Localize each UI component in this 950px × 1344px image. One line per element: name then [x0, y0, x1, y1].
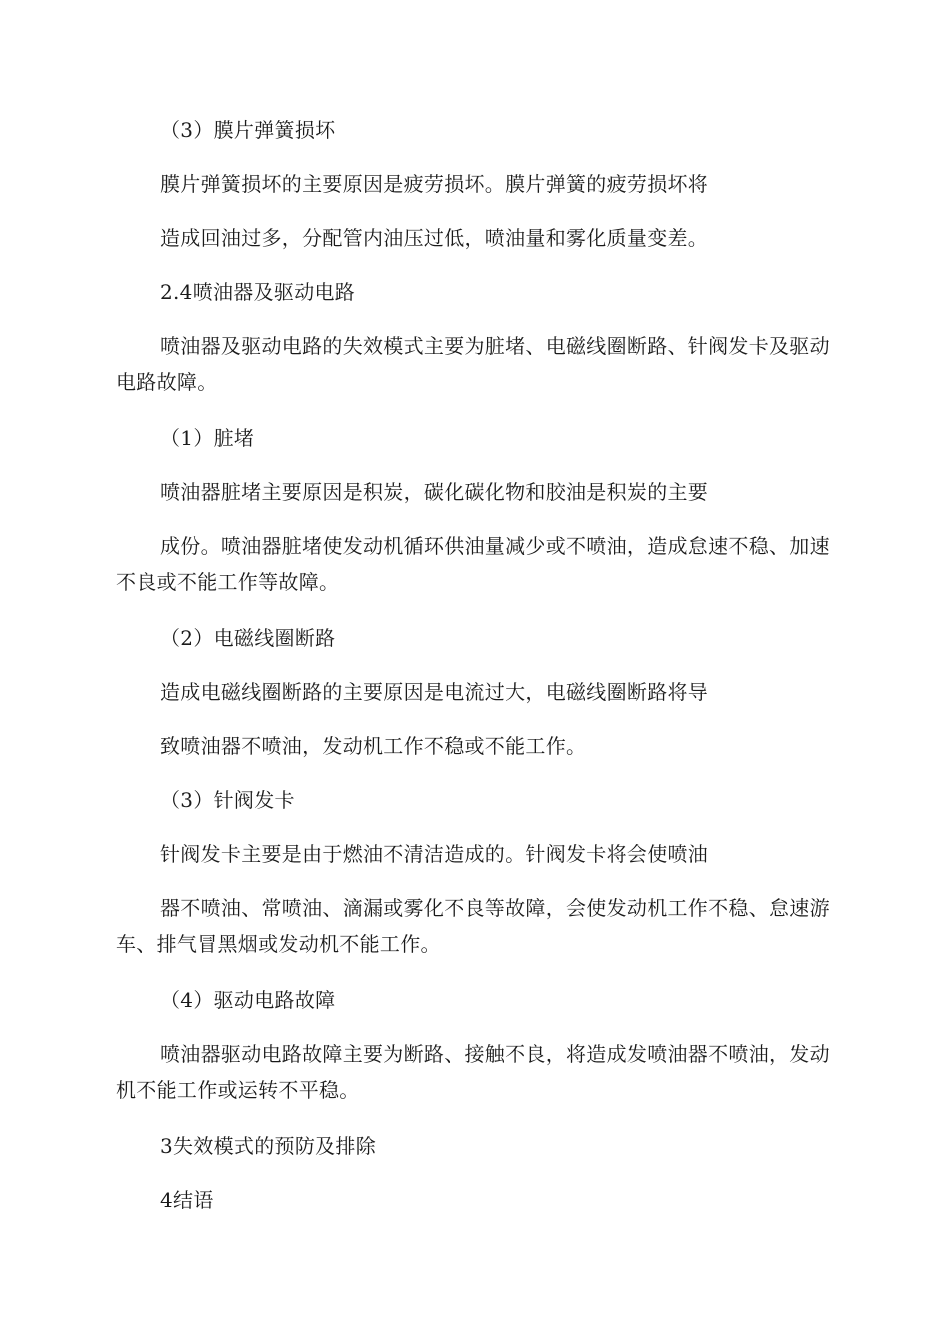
paragraph-clog-line-2: 成份。喷油器脏堵使发动机循环供油量减少或不喷油，造成怠速不稳、加速不良或不能工作等故障。: [116, 534, 830, 594]
paragraph-diaphragm-line-1: 膜片弹簧损坏的主要原因是疲劳损坏。膜片弹簧的疲劳损坏将: [160, 172, 709, 196]
paragraph-drive-circuit: 喷油器驱动电路故障主要为断路、接触不良，将造成发喷油器不喷油，发动机不能工作或运转不平稳。: [116, 1042, 830, 1102]
paragraph-diaphragm-line-2: 造成回油过多，分配管内油压过低，喷油量和雾化质量变差。: [160, 226, 709, 250]
subheading-diaphragm-spring: （3）膜片弹簧损坏: [160, 118, 336, 142]
section-heading-3: 3失效模式的预防及排除: [160, 1134, 377, 1158]
subheading-drive-circuit: （4）驱动电路故障: [160, 988, 336, 1012]
section-heading-4: 4结语: [160, 1188, 214, 1212]
subheading-clog: （1）脏堵: [160, 426, 255, 450]
subheading-coil: （2）电磁线圈断路: [160, 626, 336, 650]
section-heading-2-4: 2.4喷油器及驱动电路: [160, 280, 356, 304]
subheading-needle-valve: （3）针阀发卡: [160, 788, 295, 812]
paragraph-coil-line-1: 造成电磁线圈断路的主要原因是电流过大，电磁线圈断路将导: [160, 680, 709, 704]
paragraph-needle-line-1: 针阀发卡主要是由于燃油不清洁造成的。针阀发卡将会使喷油: [160, 842, 709, 866]
paragraph-section-2-4: 喷油器及驱动电路的失效模式主要为脏堵、电磁线圈断路、针阀发卡及驱动电路故障。: [116, 334, 830, 394]
paragraph-clog-line-1: 喷油器脏堵主要原因是积炭，碳化碳化物和胶油是积炭的主要: [160, 480, 709, 504]
paragraph-needle-line-2: 器不喷油、常喷油、滴漏或雾化不良等故障，会使发动机工作不稳、怠速游车、排气冒黑烟或发动机不能工作。: [116, 896, 830, 956]
paragraph-coil-line-2: 致喷油器不喷油，发动机工作不稳或不能工作。: [160, 734, 587, 758]
